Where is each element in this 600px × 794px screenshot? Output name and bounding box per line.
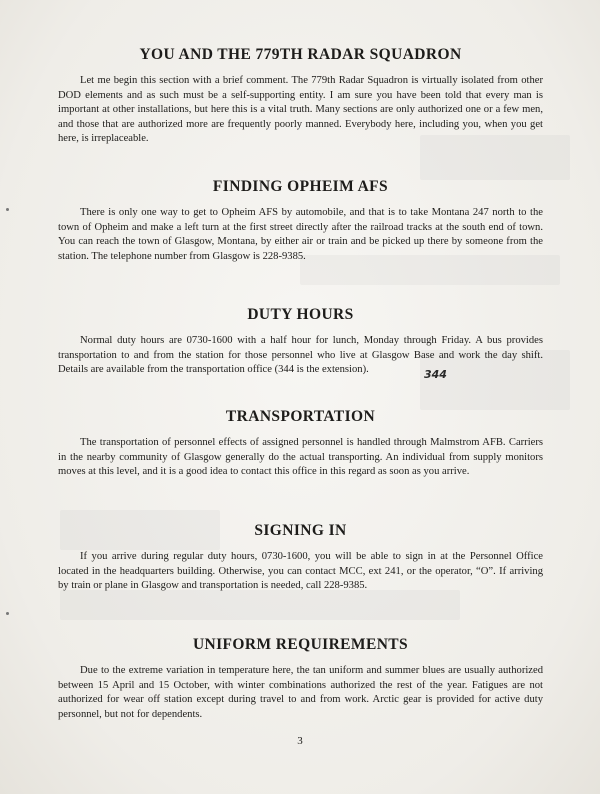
section-body: The transportation of personnel effects of assigned personnel is handled through Malmstrom AFB. Carriers in the nearby community of Glasgow generally do the actual transporting. An individual from supply monitors moves at this level, and it is a good idea to contact this office in this regard as soon as you arrive. — [58, 437, 543, 478]
section-squadron — [58, 46, 543, 147]
handwritten-note: 344 — [424, 368, 447, 381]
page-number: 3 — [297, 735, 303, 747]
section-finding-opheim — [58, 178, 543, 264]
section-body: Let me begin this section with a brief comment. The 779th Radar Squadron is virtually isolated from other DOD elements and as such must be a self-supporting entity. I am sure you have been told that every man is important at other installations, but here this is a vital truth. Many sections are only authorized one or a few men, and those that are authorized more are frequently poorly manned. Everybody here, including you, when you get here, is irreplaceable. — [58, 75, 543, 145]
bleed-through-smudge — [60, 590, 460, 620]
scan-speck — [6, 208, 9, 211]
section-signing-in — [58, 522, 543, 594]
section-heading: YOU AND THE 779TH RADAR SQUADRON — [139, 46, 462, 63]
section-heading: SIGNING IN — [254, 522, 347, 539]
section-heading: FINDING OPHEIM AFS — [212, 178, 389, 195]
section-body: If you arrive during regular duty hours, 0730-1600, you will be able to sign in at the Personnel Office located in the headquarters building. Otherwise, you can contact MCC, ext 241, or the operator, “O”. If arriving by train or plane in Glasgow and transportation is needed, call 228-9385. — [58, 551, 543, 592]
section-body: There is only one way to get to Opheim AFS by automobile, and that is to take Montana 247 north to the town of Opheim and make a left turn at the first street directly after the railroad tracks at the south end of town. You can reach the town of Glasgow, Montana, by either air or train and be picked up there by someone from the station. The telephone number from Glasgow is 228-9385. — [58, 207, 543, 262]
section-heading: UNIFORM REQUIREMENTS — [192, 636, 409, 653]
section-duty-hours — [58, 306, 543, 378]
section-body: Due to the extreme variation in temperature here, the tan uniform and summer blues are usually authorized between 15 April and 15 October, with winter combinations authorized the rest of the year. Fatigues are not authorized for wear off station except during travel to and from work. Arctic gear is provided for active duty personnel, but not for dependents. — [58, 665, 543, 720]
section-heading: DUTY HOURS — [247, 306, 354, 323]
section-body: Normal duty hours are 0730-1600 with a half hour for lunch, Monday through Friday. A bus provides transportation to and from the station for those personnel who live at Glasgow Base and work the day shift. Details are available from the transportation office (344 is the extension). — [58, 335, 543, 376]
section-transportation — [58, 408, 543, 480]
section-heading: TRANSPORTATION — [225, 408, 376, 425]
scan-speck — [6, 612, 9, 615]
section-uniform — [58, 636, 543, 722]
